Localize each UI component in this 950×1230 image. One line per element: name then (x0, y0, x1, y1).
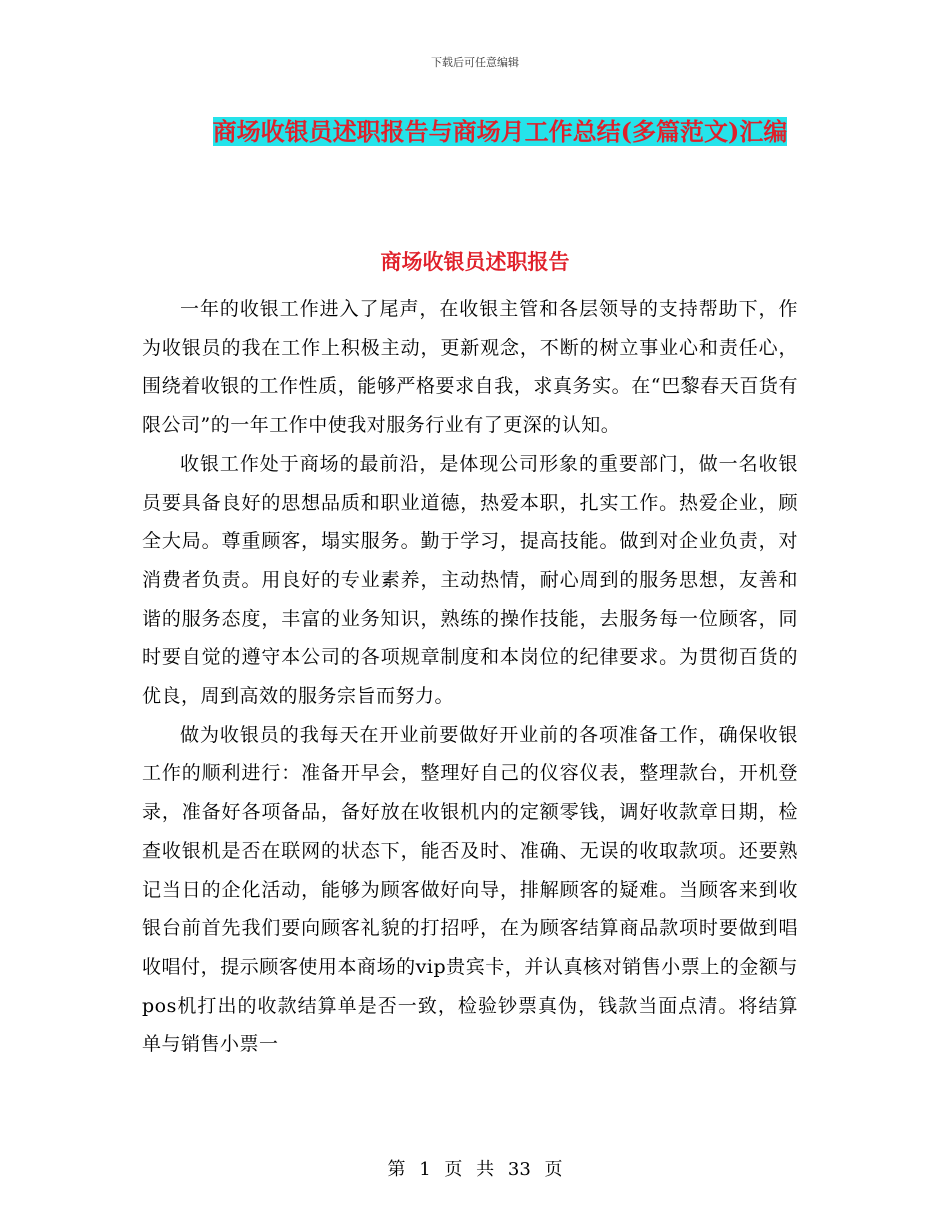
page-number: 1 (419, 1159, 431, 1180)
page-label-suffix: 页 (544, 1159, 563, 1180)
page-label-prefix: 第 (387, 1159, 406, 1180)
page-label-mid: 页 (444, 1159, 463, 1180)
document-title-text: 商场收银员述职报告与商场月工作总结(多篇范文)汇编 (212, 117, 788, 146)
section-heading: 商场收银员述职报告 (380, 249, 570, 274)
paragraph: 一年的收银工作进入了尾声，在收银主管和各层领导的支持帮助下，作为收银员的我在工作上积极主动，更新观念，不断的树立事业心和责任心，围绕着收银的工作性质，能够严格要求自我，求真务实。在“巴黎春天百货有限公司”的一年工作中使我对服务行业有了更深的认知。 (142, 298, 798, 437)
paragraph: 收银工作处于商场的最前沿，是体现公司形象的重要部门，做一名收银员要具备良好的思想品质和职业道德，热爱本职，扎实工作。热爱企业，顾全大局。尊重顾客，塌实服务。勤于学习，提高技能。做到对企业负责，对消费者负责。用良好的专业素养，主动热情，耐心周到的服务思想，友善和谐的服务态度，丰富的业务知识，熟练的操作技能，去服务每一位顾客，同时要自觉的遵守本公司的各项规章制度和本岗位的纪律要求。为贯彻百货的优良，周到高效的服务宗旨而努力。 (142, 452, 798, 708)
paragraph: 做为收银员的我每天在开业前要做好开业前的各项准备工作，确保收银工作的顺利进行：准备开早会，整理好自己的仪容仪表，整理款台，开机登录，准备好各项备品，备好放在收银机内的定额零钱，调好收款章日期，检查收银机是否在联网的状态下，能否及时、准确、无误的收取款项。还要熟记当日的企化活动，能够为顾客做好向导，排解顾客的疑难。当顾客来到收银台前首先我们要向顾客礼貌的打招呼，在为顾客结算商品款项时要做到唱收唱付，提示顾客使用本商场的vip贵宾卡，并认真核对销售小票上的金额与pos机打出的收款结算单是否一致，检验钞票真伪，钱款当面点清。将结算单与销售小票一 (142, 723, 798, 1056)
document-body (142, 290, 798, 1064)
total-label: 共 (476, 1159, 495, 1180)
document-title (180, 108, 820, 156)
page-footer (0, 1155, 950, 1181)
total-pages: 33 (507, 1159, 531, 1180)
header-note: 下载后可任意编辑 (431, 56, 519, 69)
